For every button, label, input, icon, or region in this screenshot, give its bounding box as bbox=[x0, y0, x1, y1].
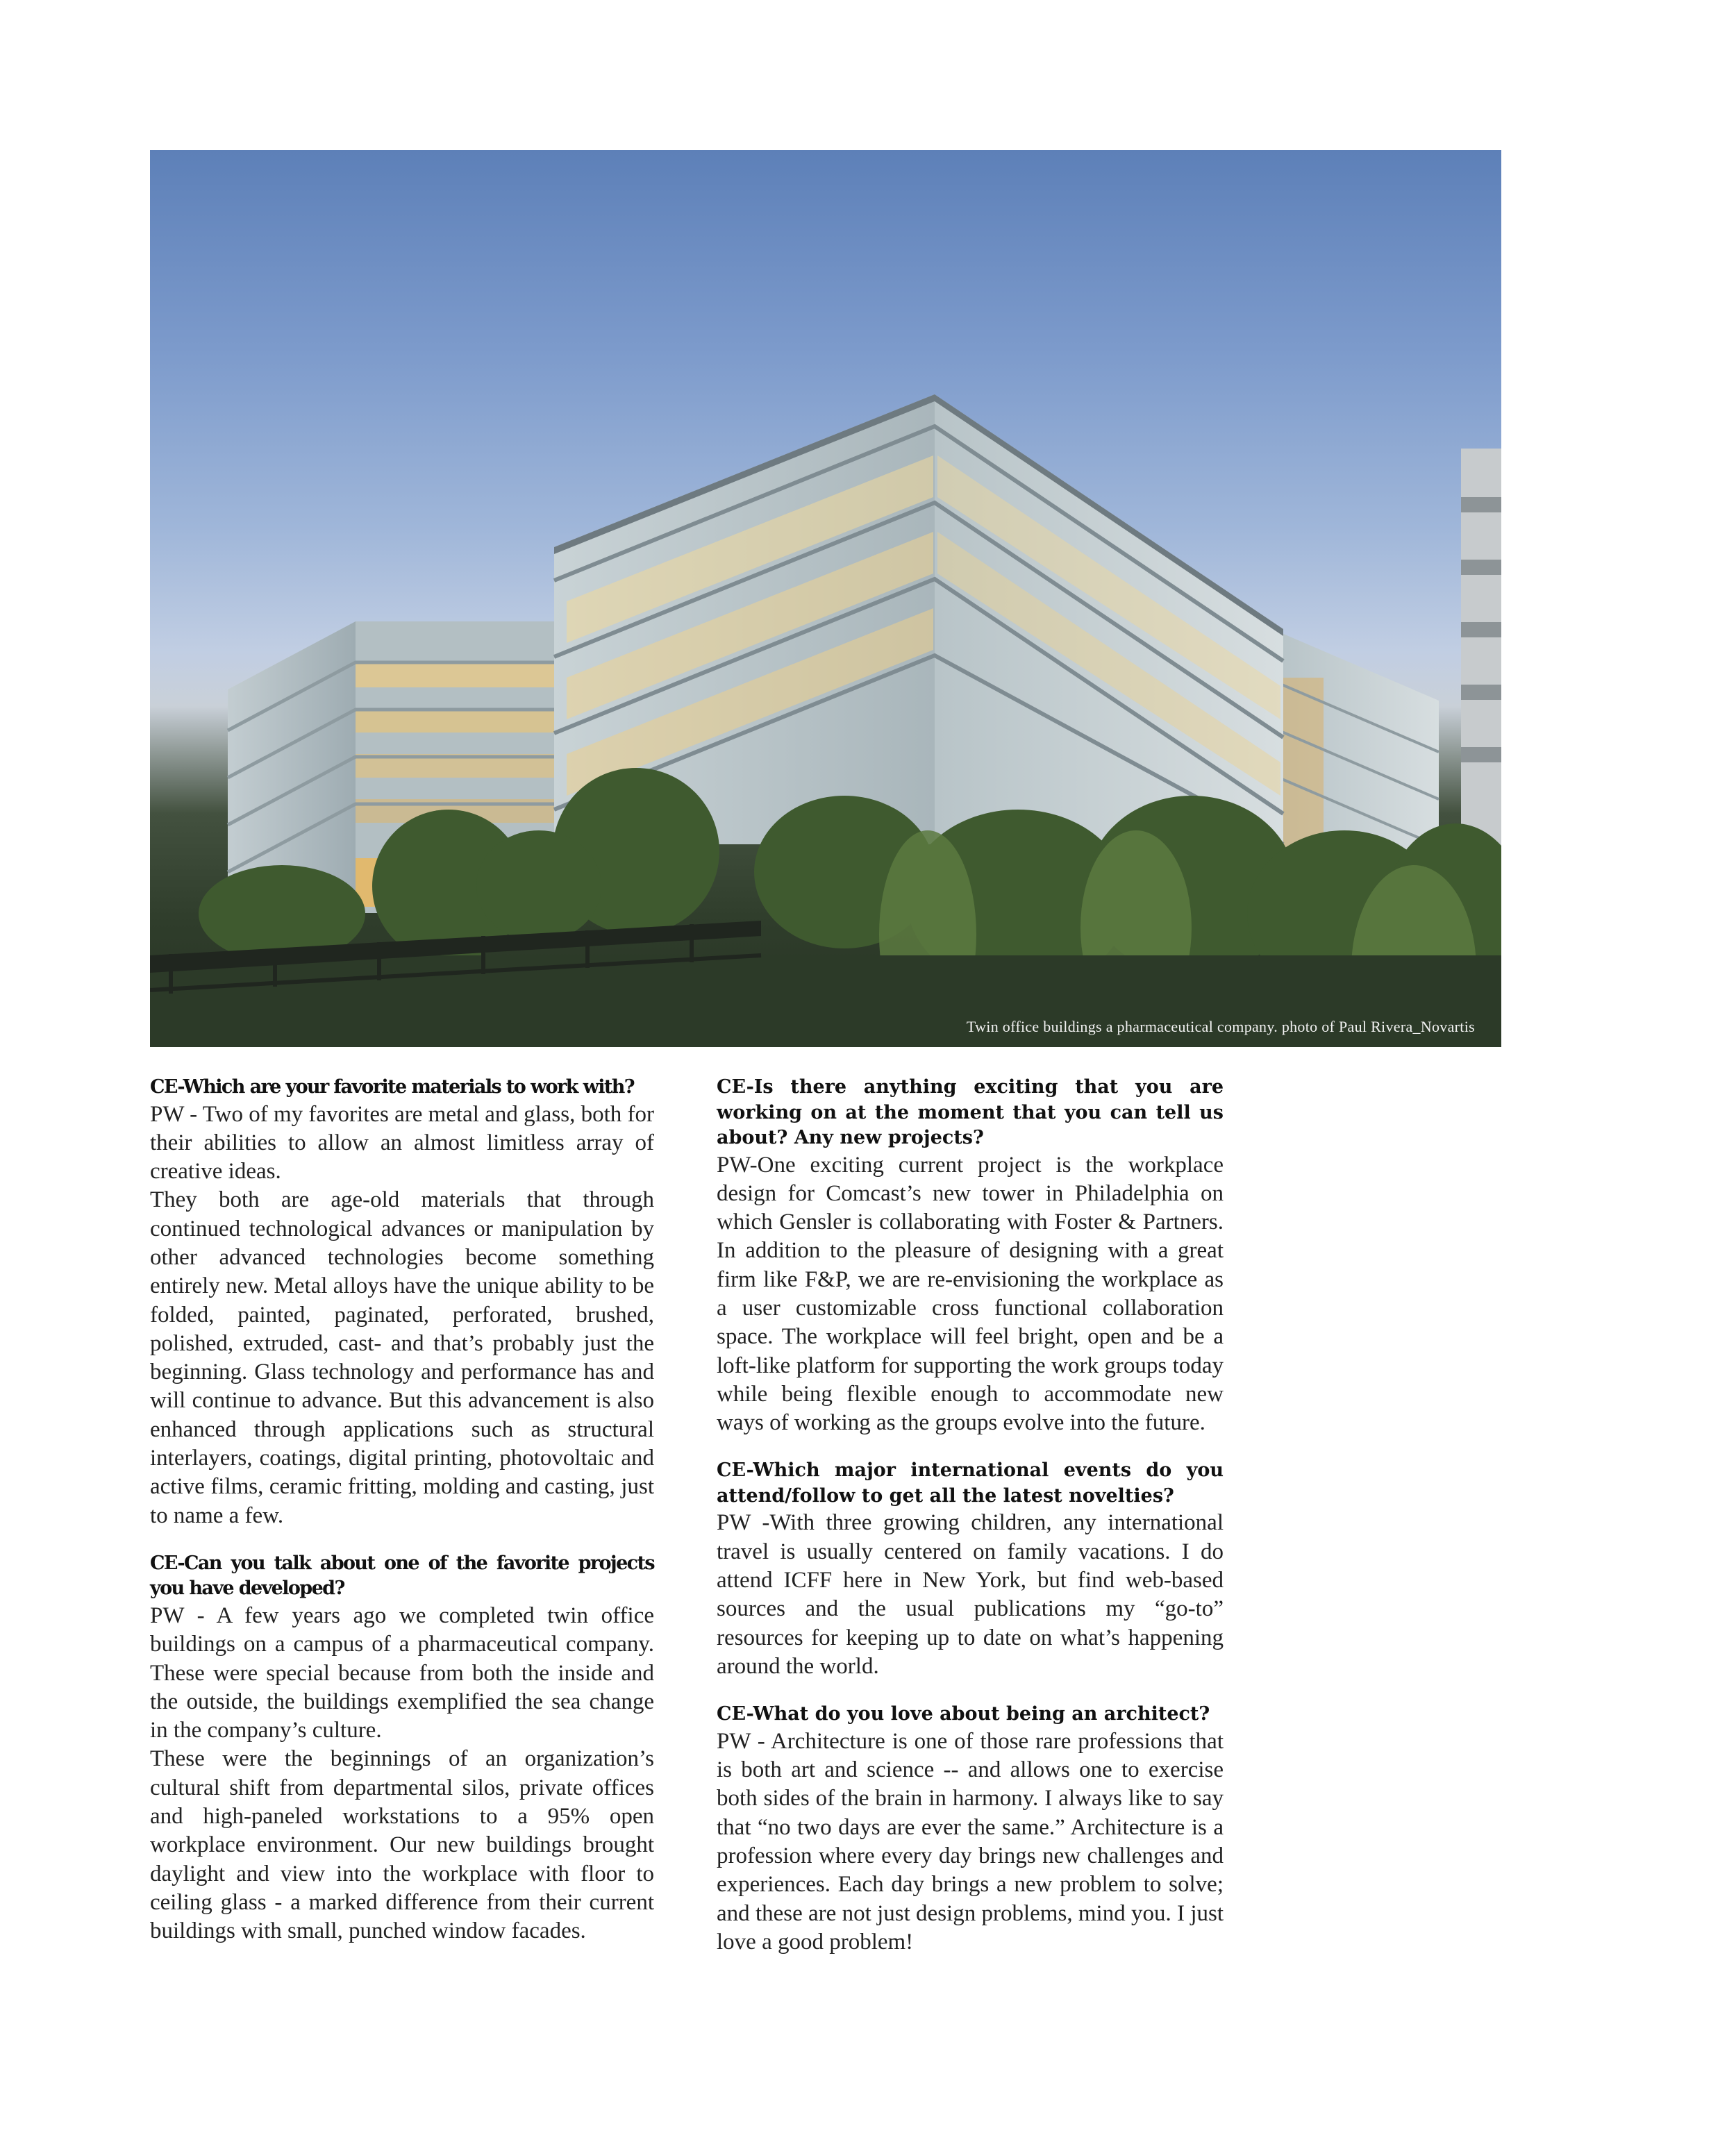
question-favorite-materials: CE-Which are your favorite materials to work with? bbox=[150, 1076, 635, 1098]
building-illustration bbox=[150, 150, 1501, 1047]
question-being-architect: CE-What do you love about being an architect? bbox=[717, 1703, 1210, 1725]
answer-paragraph: They both are age-old materials that through continued technological advances or manipulation by other advanced technologies become something entirely new. Metal alloys have the unique ability to be folded, painted, paginated, perforated, brushed, polished, extruded, cast- and that’s probably just the beginning. Glass technology and performance has and will continue to advance. But this advancement is also enhanced through applications such as structural interlayers, coatings, digital printing, photovoltaic and active films, ceramic fritting, molding and casting, just to name a few. bbox=[150, 1187, 654, 1528]
question-favorite-projects: CE-Can you talk about one of the favorite projects you have developed? bbox=[150, 1552, 654, 1600]
building-photo bbox=[150, 150, 1501, 1047]
answer-paragraph: PW - Two of my favorites are metal and glass, both for their abilities to allow an almost limitless array of creative ideas. bbox=[150, 1101, 654, 1185]
answer-paragraph: PW - Architecture is one of those rare professions that is both art and science -- and allows one to exercise both sides of the brain in harmony. I always like to say that “no two days are ever the same.” Architecture is a profession where every day brings new challenges and experiences. Each day brings a new problem to solve; and these are not just design problems, mind you. I just love a good problem! bbox=[717, 1728, 1224, 1955]
question-current-projects: CE-Is there anything exciting that you are working on at the moment that you can tell us about? Any new projects? bbox=[717, 1076, 1224, 1148]
right-column bbox=[717, 1075, 1224, 1957]
photo-caption: Twin office buildings a pharmaceutical company. photo of Paul Rivera_Novartis bbox=[966, 1018, 1475, 1035]
left-column bbox=[150, 1075, 654, 1946]
question-international-events: CE-Which major international events do you attend/follow to get all the latest novelties? bbox=[717, 1459, 1224, 1507]
answer-paragraph: These were the beginnings of an organization’s cultural shift from departmental silos, private offices and high-paneled workstations to a 95% open workplace environment. Our new buildings brought daylight and view into the workplace with floor to ceiling glass - a marked difference from their current buildings with small, punched window facades. bbox=[150, 1746, 654, 1944]
answer-paragraph: PW -With three growing children, any international travel is usually centered on family vacations. I do attend ICFF here in New York, but find web-based sources and the usual publications my “go-to” resources for keeping up to date on what’s happening around the world. bbox=[717, 1510, 1224, 1679]
answer-paragraph: PW - A few years ago we completed twin office buildings on a campus of a pharmaceutical company. These were special because from both the inside and the outside, the buildings exemplified the sea change in the company’s culture. bbox=[150, 1602, 654, 1743]
answer-paragraph: PW-One exciting current project is the workplace design for Comcast’s new tower in Philadelphia on which Gensler is collaborating with Foster & Partners. In addition to the pleasure of designing with a great firm like F&P, we are re-envisioning the workplace as a user customizable cross functional collaboration space. The workplace will feel bright, open and be a loft-like platform for supporting the work groups today while being flexible enough to accommodate new ways of working as the groups evolve into the future. bbox=[717, 1152, 1224, 1436]
